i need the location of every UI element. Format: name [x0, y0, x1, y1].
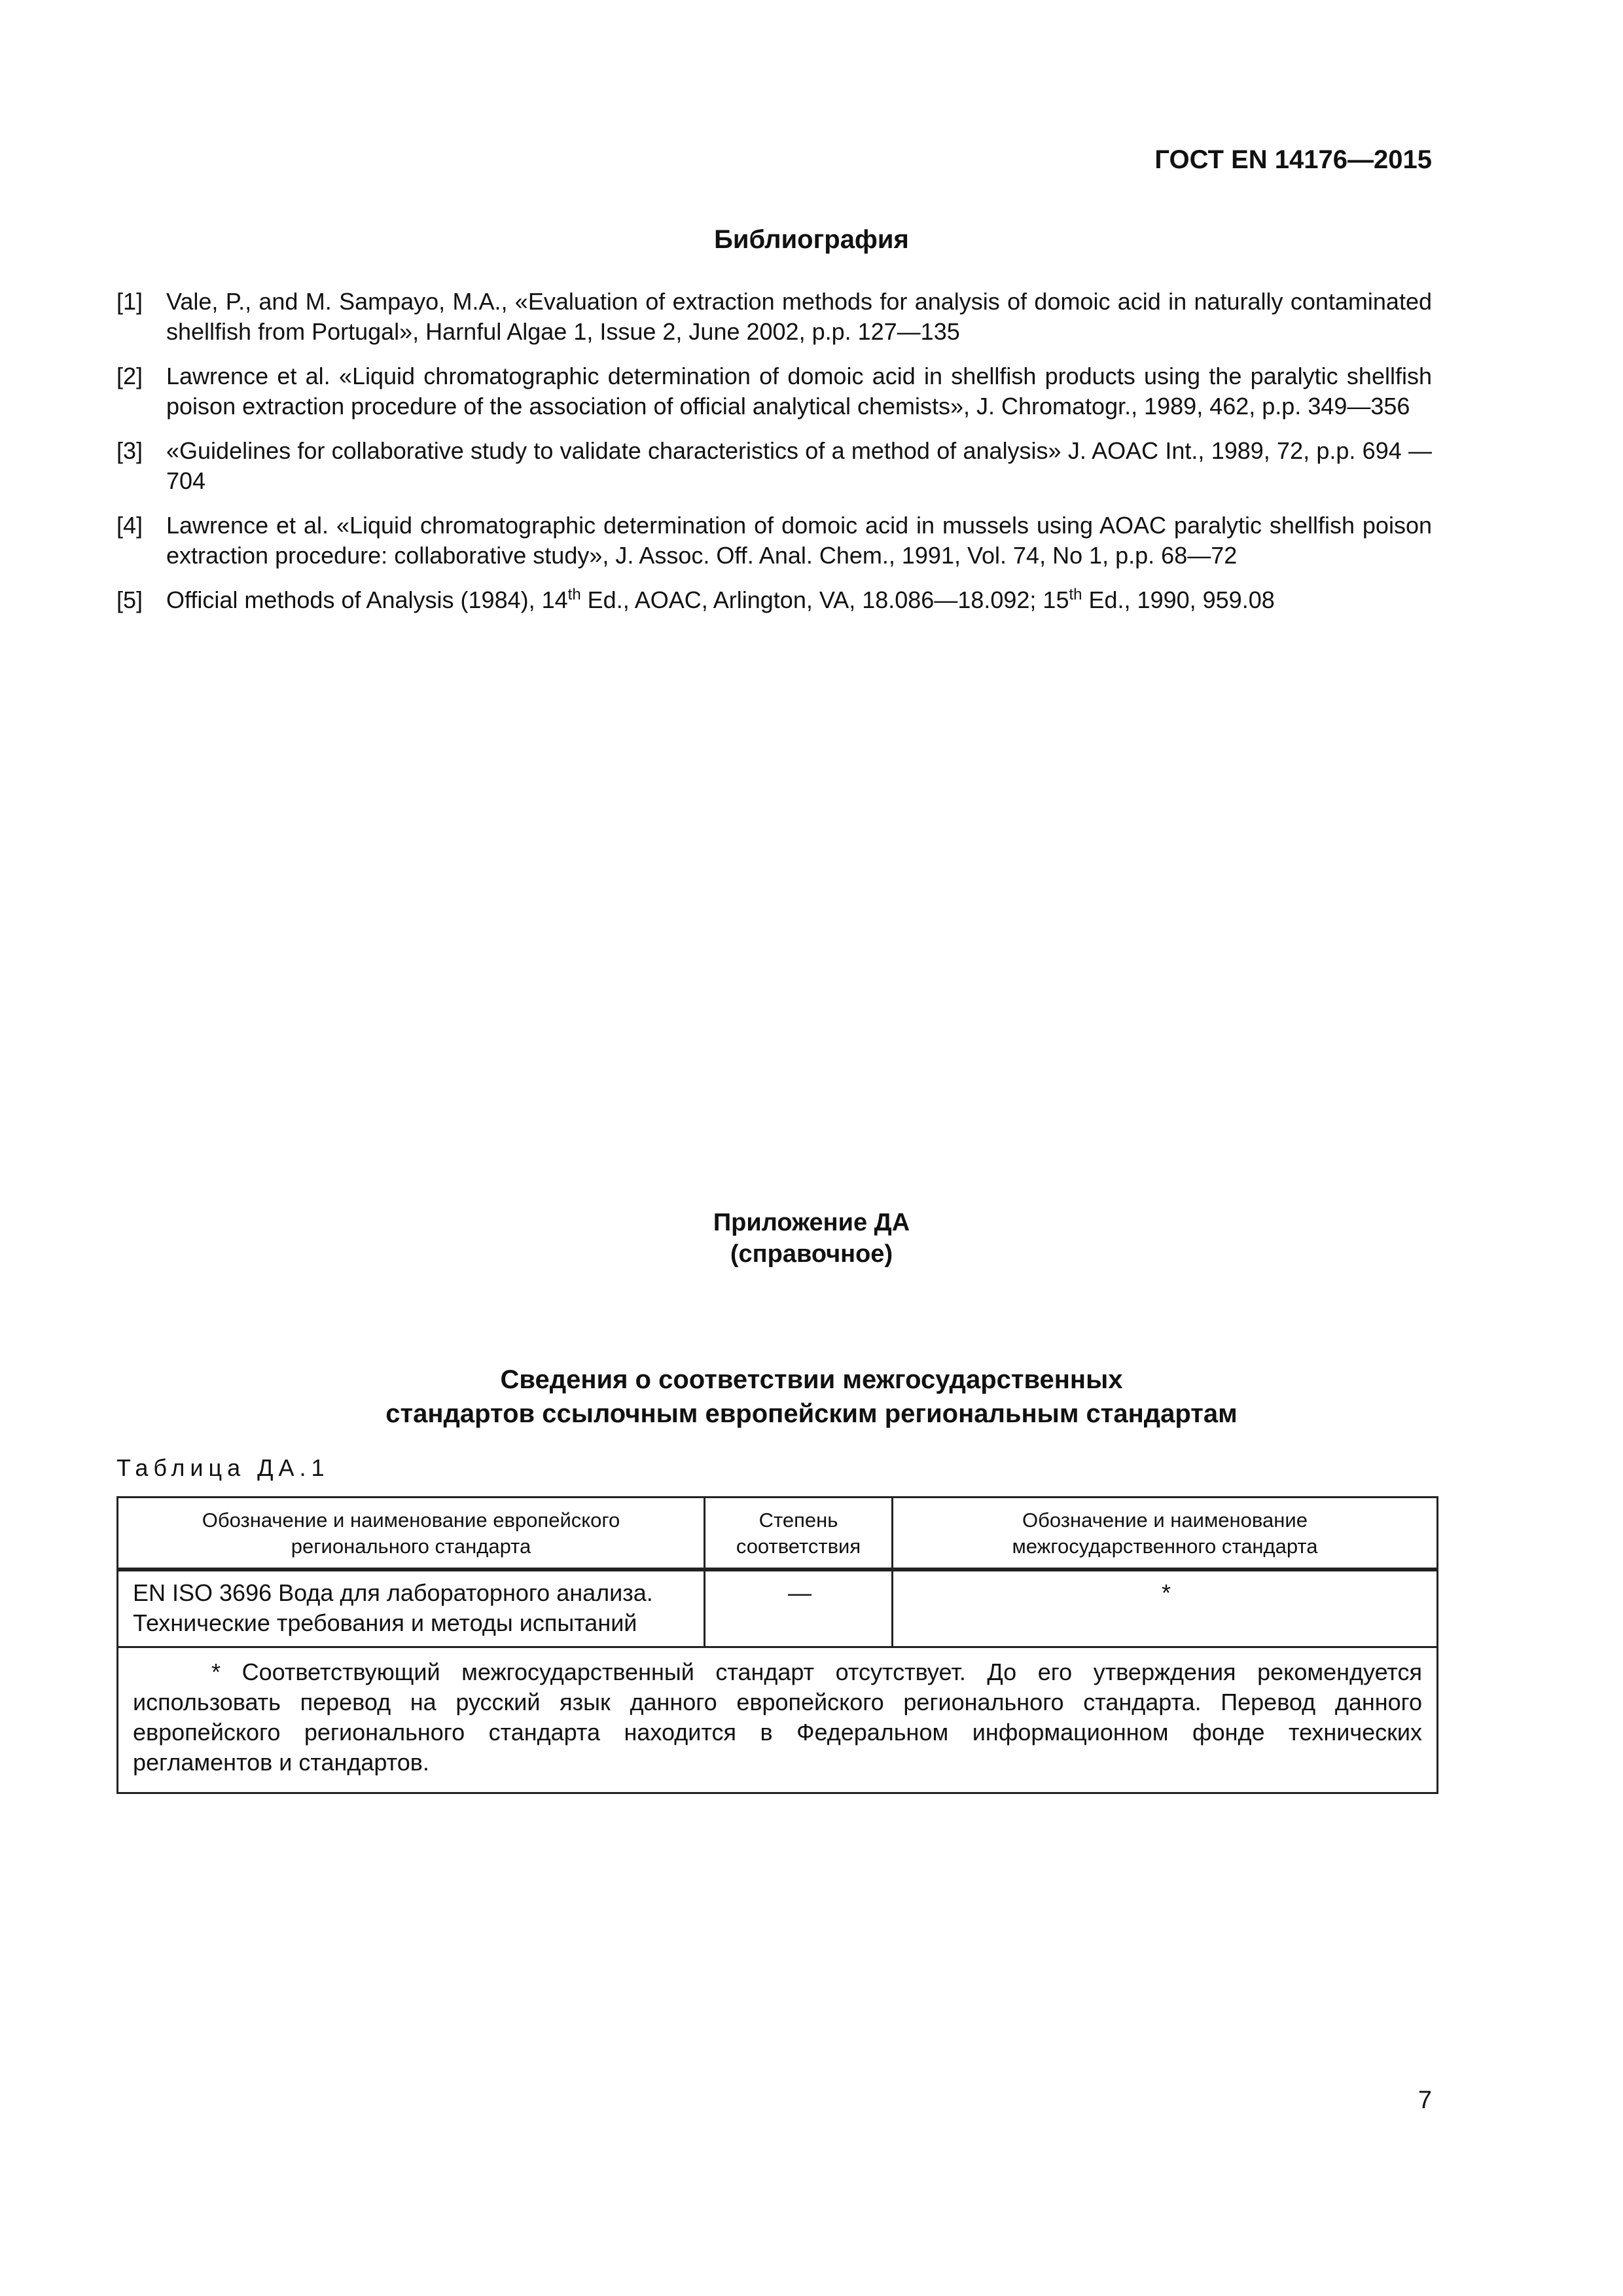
european-standard-cell [118, 1570, 705, 1647]
text-segment: Ed., 1990, 959.08 [1082, 586, 1275, 613]
bibliography-item-number: [3] [116, 437, 143, 464]
bibliography-item-text: «Guidelines for collaborative study to validate characteristics of a method of analysis» J. AOAC Int., 1989, 72, p.p. 694 — 704 [166, 437, 1432, 494]
bibliography-item [116, 361, 1432, 422]
appendix-heading [0, 1207, 1623, 1270]
text-segment: Official methods of Analysis (1984), 14 [166, 586, 568, 613]
section-title-line: Сведения о соответствии межгосударственных [500, 1365, 1123, 1394]
cell-line: Технические требования и методы испытаний [133, 1609, 637, 1636]
header-line: Степень [758, 1509, 838, 1532]
appendix-subtitle: (справочное) [730, 1240, 893, 1268]
table-caption: Таблица ДА.1 [116, 1454, 330, 1481]
correspondence-table [116, 1496, 1438, 1794]
bibliography-list [116, 287, 1432, 630]
bibliography-item [116, 585, 1432, 615]
bibliography-item-text: Lawrence et al. «Liquid chromatographic determination of domoic acid in shellfish products using the paralytic shellfish poison extraction procedure of the association of official analytical chemists», J. Chromatogr., 1989, 462, p.p. 349—356 [166, 363, 1432, 420]
table-note: * Соответствующий межгосударственный стандарт отсутствует. До его утверждения рекомендуется использовать перевод на русский язык данного европейского регионального стандарта. Перевод данного европейского регионального стандарта находится в Федеральном информационном фонде технических регламентов и стандартов. [118, 1647, 1438, 1793]
bibliography-item-number: [1] [116, 288, 143, 315]
table-header-cell [118, 1498, 705, 1570]
cell-line: EN ISO 3696 Вода для лабораторного анализа. [133, 1579, 653, 1606]
degree-cell: — [705, 1570, 893, 1647]
bibliography-item [116, 511, 1432, 571]
table-row [118, 1570, 1438, 1647]
bibliography-item-number: [2] [116, 363, 143, 389]
header-line: Обозначение и наименование европейского [202, 1509, 620, 1532]
bibliography-item [116, 436, 1432, 496]
table-header-row [118, 1498, 1438, 1570]
bibliography-item-text: Vale, P., and M. Sampayo, M.A., «Evaluation of extraction methods for analysis of domoic acid in naturally contaminated shellfish from Portugal», Harnful Algae 1, Issue 2, June 2002, p.p. 127—135 [166, 288, 1432, 345]
page-number: 7 [1418, 2087, 1432, 2114]
table-header-cell [893, 1498, 1438, 1570]
bibliography-item-number: [4] [116, 512, 143, 539]
section-title-line: стандартов ссылочным европейским региональным стандартам [385, 1399, 1238, 1428]
header-line: регионального стандарта [291, 1535, 531, 1558]
superscript: th [567, 586, 581, 603]
interstate-standard-cell: * [893, 1570, 1438, 1647]
bibliography-item-number: [5] [116, 586, 143, 613]
section-title [0, 1363, 1623, 1431]
text-segment: Ed., AOAC, Arlington, VA, 18.086—18.092; 15 [580, 586, 1069, 613]
document-code: ГОСТ EN 14176—2015 [1154, 145, 1432, 174]
superscript: th [1069, 586, 1082, 603]
bibliography-item [116, 287, 1432, 347]
bibliography-item-text [166, 586, 1275, 613]
header-line: межгосударственного стандарта [1012, 1535, 1318, 1558]
bibliography-title: Библиография [714, 225, 909, 254]
header-line: Обозначение и наименование [1022, 1509, 1308, 1532]
bibliography-item-text: Lawrence et al. «Liquid chromatographic determination of domoic acid in mussels using AOAC paralytic shellfish poison extraction procedure: collaborative study», J. Assoc. Off. Anal. Chem., 1991, Vol. 74, No 1, p.p. 68—72 [166, 512, 1432, 569]
appendix-title: Приложение ДА [713, 1209, 910, 1236]
table-header-cell [705, 1498, 893, 1570]
header-line: соответствия [736, 1535, 861, 1558]
table-note-row [118, 1647, 1438, 1793]
